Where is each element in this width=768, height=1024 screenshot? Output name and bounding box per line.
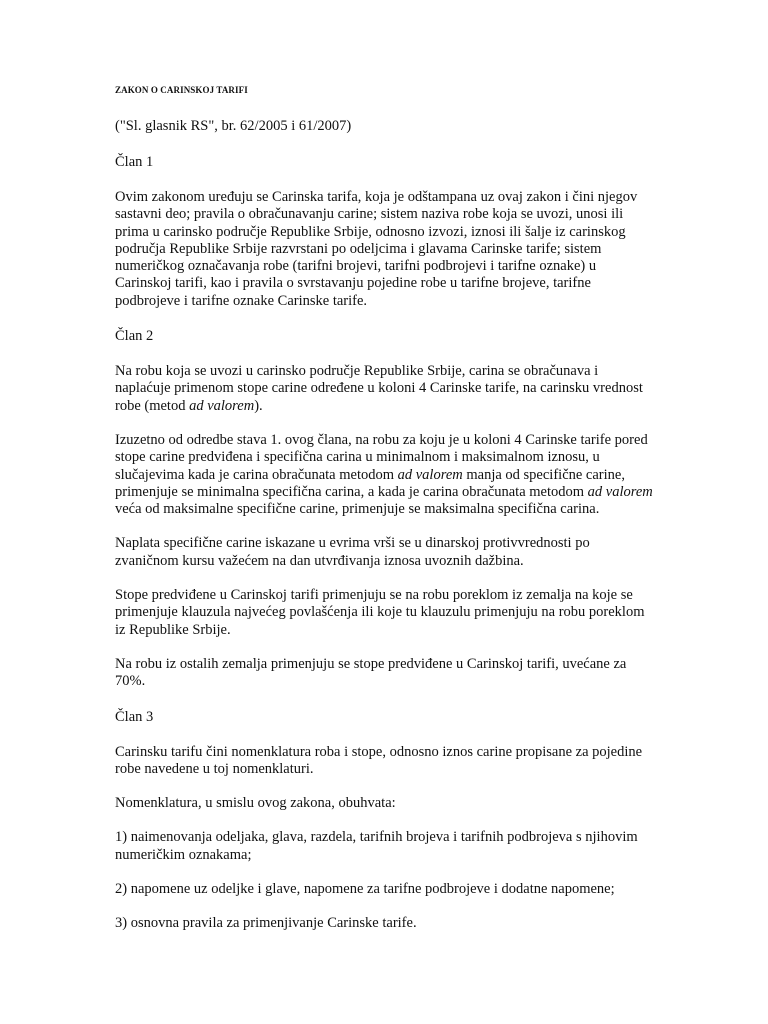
article-3-paragraph-2: Nomenklatura, u smislu ovog zakona, obuhvata: <box>115 795 396 812</box>
gazette-reference: ("Sl. glasnik RS", br. 62/2005 i 61/2007) <box>115 118 352 134</box>
article-3-list-item-2: 2) napomene uz odeljke i glave, napomene za tarifne podbrojeve i dodatne napomene; <box>115 881 615 898</box>
text-run: Izuzetno od odredbe stava 1. ovog člana, na robu za koju je u koloni 4 Carinske tarife pored stope carine predviđena i specifična carina u minimalnom i maksimalnom iznosu, u slučajevima kada je carina obračunata metodom <box>115 431 648 483</box>
article-2-heading: Član 2 <box>115 328 154 345</box>
text-run: Na robu koja se uvozi u carinsko područje Republike Srbije, carina se obračunava i naplaćuje primenom stope carine određene u koloni 4 Carinske tarife, na carinsku vrednost robe (metod <box>115 363 643 414</box>
article-3-paragraph-1: Carinsku tarifu čini nomenklatura roba i stope, odnosno iznos carine propisane za pojedine robe navedene u toj nomenklaturi. <box>115 743 643 777</box>
document-title: ZAKON O CARINSKOJ TARIFI <box>115 85 248 95</box>
article-3-list-item-1: 1) naimenovanja odeljaka, glava, razdela, tarifnih brojeva i tarifnih podbrojeva s njihovim numeričkim oznakama; <box>115 829 638 863</box>
text-run: manja od specifične carine, primenjuje se minimalna specifična carina, a kada je carina obračunata metodom <box>115 466 625 500</box>
article-1-heading: Član 1 <box>115 154 154 170</box>
article-3-list-item-3: 3) osnovna pravila za primenjivanje Carinske tarife. <box>115 915 417 932</box>
text-run: ). <box>254 397 263 414</box>
article-2-paragraph-4: Stope predviđene u Carinskoj tarifi primenjuju se na robu poreklom iz zemalja na koje se primenjuje klauzula najvećeg povlašćenja ili koje tu klauzulu primenjuju na robu poreklom iz Republike Srbije. <box>115 587 645 638</box>
italic-term: ad valorem <box>587 483 653 500</box>
article-3-heading: Član 3 <box>115 708 154 725</box>
article-2-paragraph-5: Na robu iz ostalih zemalja primenjuju se stope predviđene u Carinskoj tarifi, uvećane za 70%. <box>115 655 627 690</box>
italic-term: ad valorem <box>189 397 255 414</box>
italic-term: ad valorem <box>397 466 463 483</box>
article-1-paragraph-1: Ovim zakonom uređuju se Carinska tarifa, koja je odštampana uz ovaj zakon i čini njegov sastavni deo; pravila o obračunavanju carine; sistem naziva robe koja se uvozi, unosi ili prima u carinsko područje Republike Srbije, odnosno izvozi, iznosi ili šalje iz carinskog područja Republike Srbije razvrstani po odeljcima i glavama Carinske tarife; sistem numeričkog označavanja robe (tarifni brojevi, tarifni podbrojevi i tarifne oznake) u Carinskoj tarifi, kao i pravila o svrstavanju pojedine robe u tarifne brojeve, tarifne podbrojeve i tarifne oznake Carinske tarife. <box>115 189 638 309</box>
article-2-paragraph-2 <box>115 432 653 518</box>
article-2-paragraph-3: Naplata specifične carine iskazane u evrima vrši se u dinarskoj protivvrednosti po zvaničnom kursu važećem na dan utvrđivanja iznosa uvoznih dažbina. <box>115 535 590 569</box>
text-run: veća od maksimalne specifične carine, primenjuje se maksimalna specifična carina. <box>115 501 600 518</box>
article-2-paragraph-1 <box>115 363 653 415</box>
document-page <box>115 85 653 950</box>
